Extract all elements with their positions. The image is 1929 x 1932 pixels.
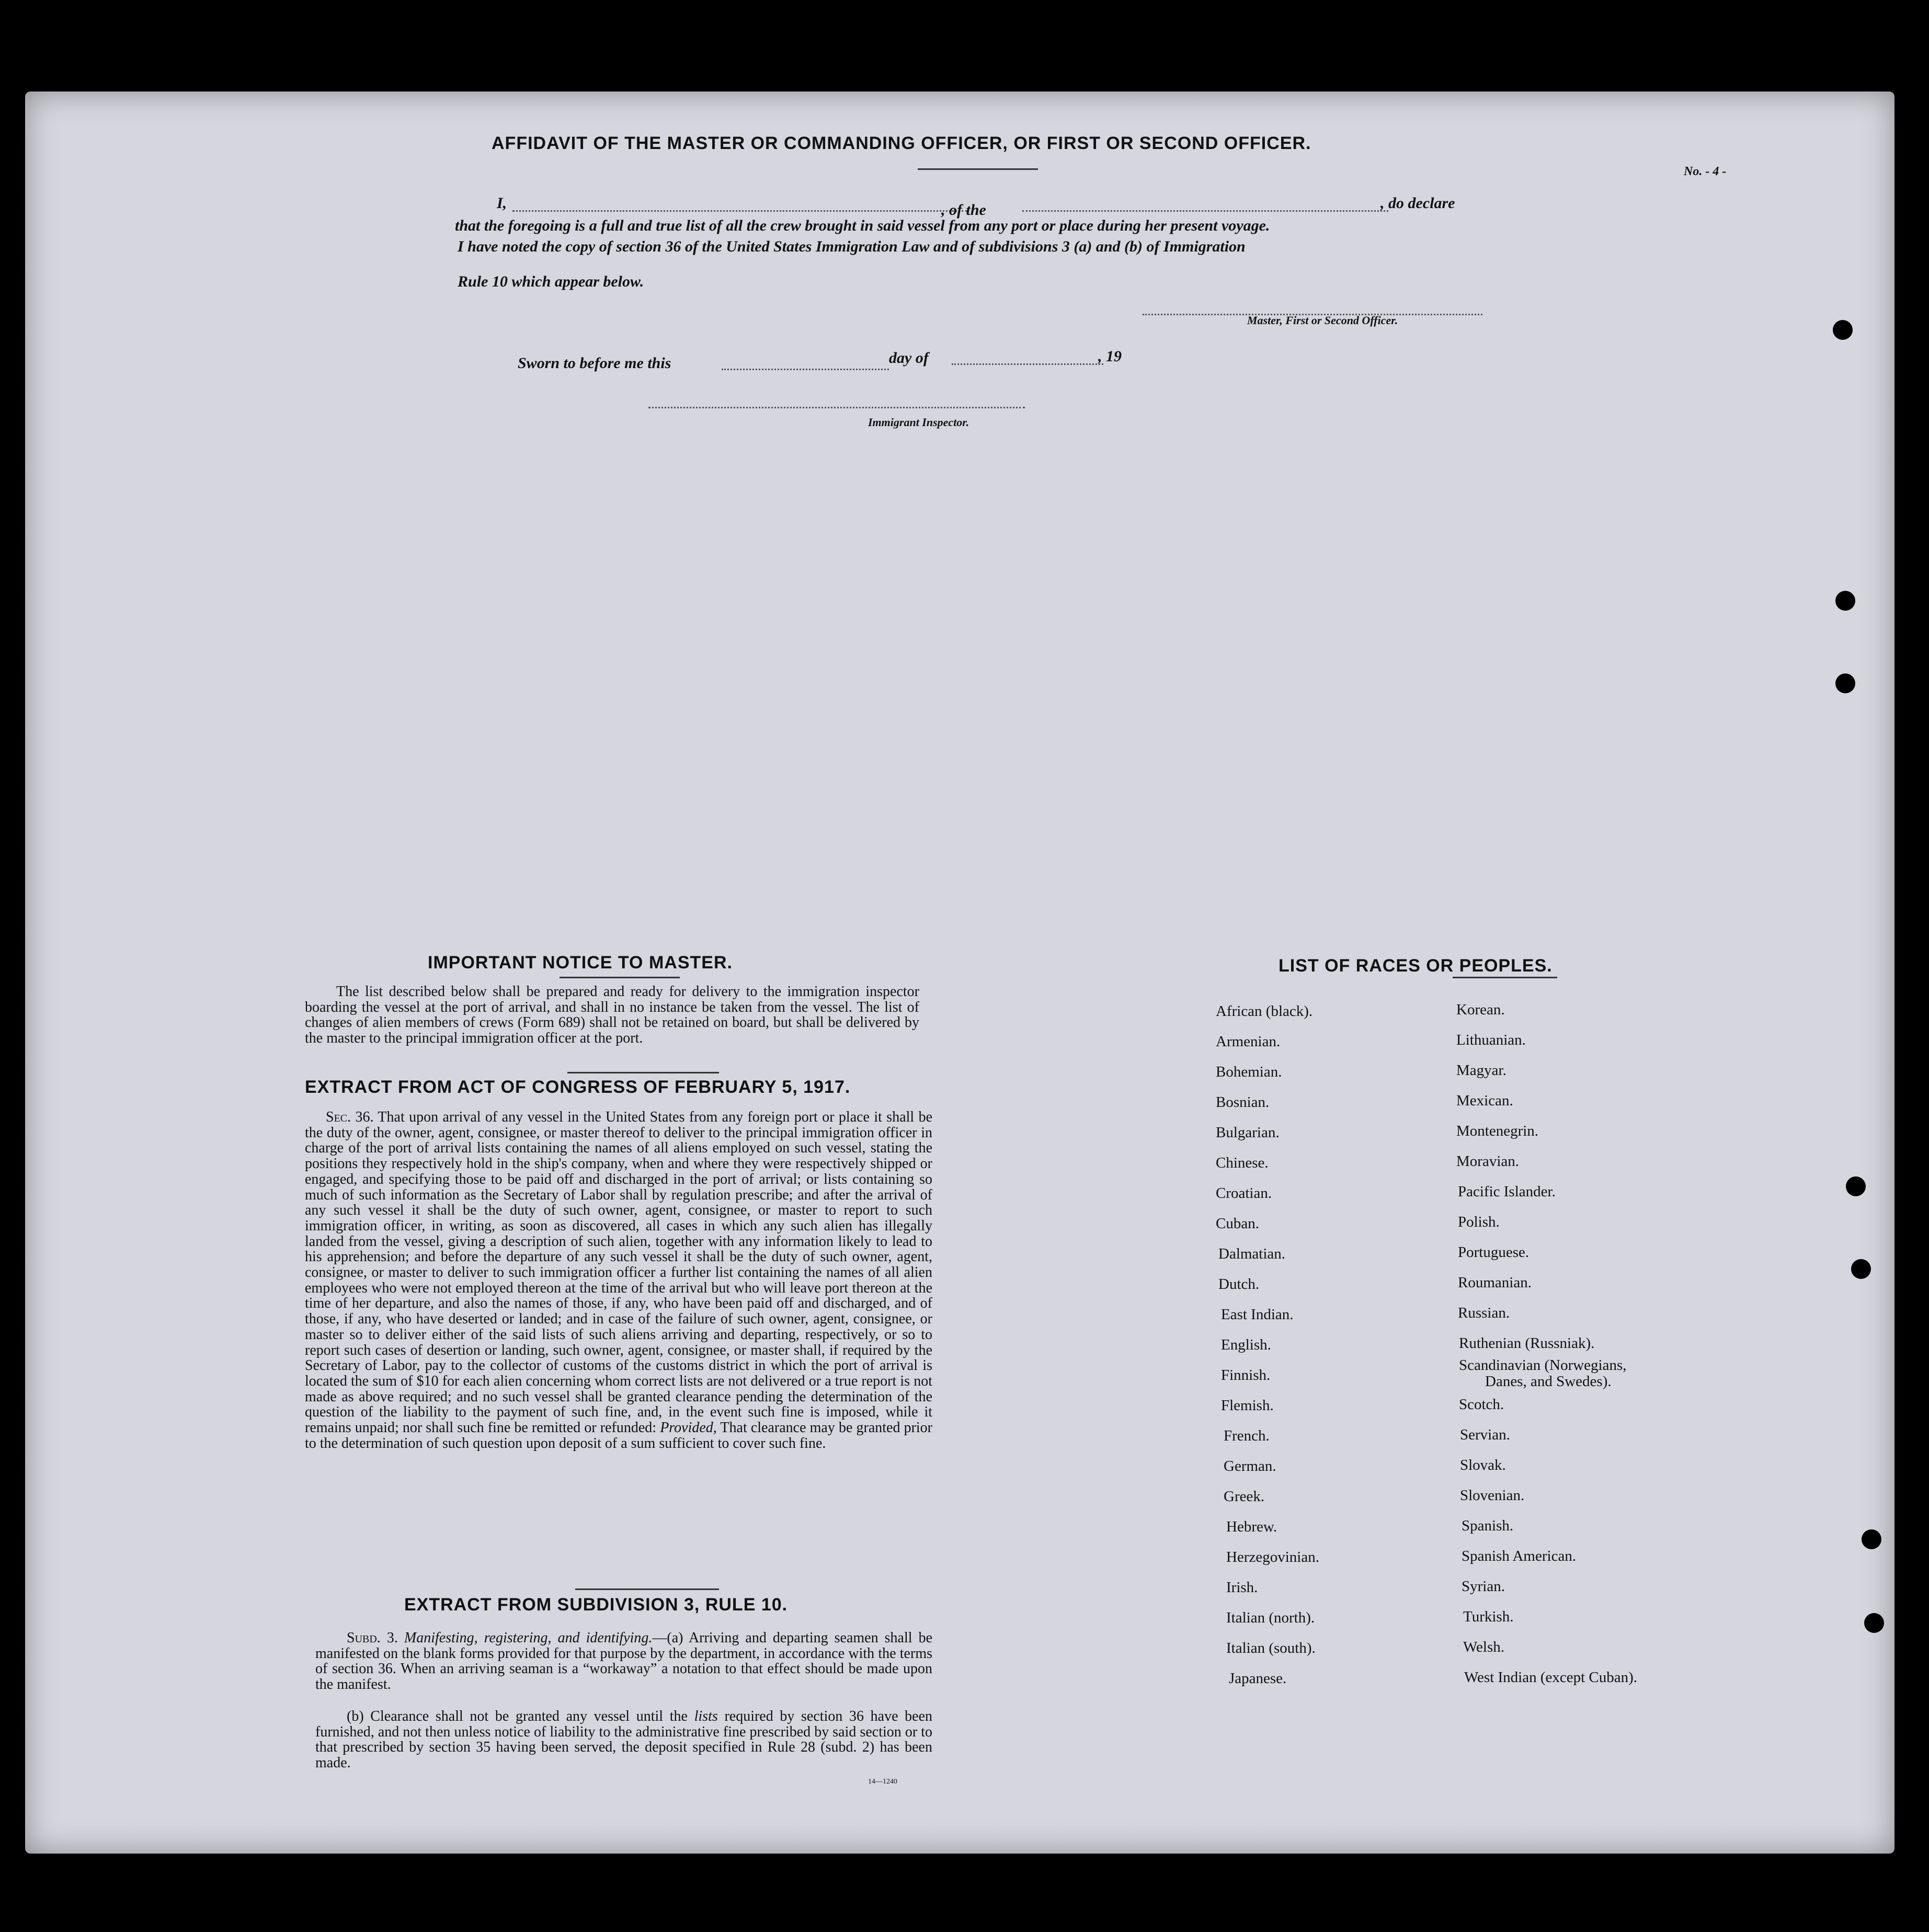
race-item: Turkish. xyxy=(1463,1608,1514,1625)
race-item: Greek. xyxy=(1224,1488,1265,1505)
race-item: Montenegrin. xyxy=(1456,1123,1539,1139)
race-item: German. xyxy=(1224,1458,1276,1474)
race-item: East Indian. xyxy=(1221,1306,1294,1323)
race-item: Dalmatian. xyxy=(1218,1245,1286,1262)
divider xyxy=(560,977,680,978)
inspector-blank xyxy=(648,407,1025,408)
act-provided: Provided, xyxy=(660,1420,717,1436)
race-item: Polish. xyxy=(1458,1214,1500,1230)
race-item: Hebrew. xyxy=(1226,1518,1277,1535)
subd-para-b-pre: (b) Clearance shall not be granted any vessel until the xyxy=(347,1708,688,1724)
divider xyxy=(1453,977,1557,978)
affidavit-of-the: , of the xyxy=(941,201,986,219)
binder-hole xyxy=(1846,1176,1866,1196)
race-item: Mexican. xyxy=(1456,1092,1513,1109)
binder-hole xyxy=(1851,1259,1871,1279)
race-item: Scandinavian (Norwegians, xyxy=(1459,1357,1627,1374)
race-item: Portuguese. xyxy=(1458,1244,1529,1261)
subdivision-para-b xyxy=(315,1709,932,1771)
race-item: Syrian. xyxy=(1462,1578,1505,1595)
binder-hole xyxy=(1833,320,1853,340)
race-item: Moravian. xyxy=(1456,1153,1519,1170)
signature-caption: Master, First or Second Officer. xyxy=(1247,314,1398,327)
act-section-label: Sec. 36. xyxy=(326,1109,374,1125)
race-item: Finnish. xyxy=(1221,1367,1271,1384)
affidavit-title: AFFIDAVIT OF THE MASTER OR COMMANDING OFFICER, OR FIRST OR SECOND OFFICER. xyxy=(492,133,1311,153)
subd-para-b-lists: lists xyxy=(694,1708,718,1724)
race-item: French. xyxy=(1224,1427,1270,1444)
sworn-year: , 19 xyxy=(1098,348,1122,365)
sworn-day-blank xyxy=(722,369,889,370)
race-item-continued: Danes, and Swedes). xyxy=(1485,1373,1612,1390)
binder-hole xyxy=(1835,591,1855,611)
race-item: Roumanian. xyxy=(1458,1274,1532,1291)
race-item: Italian (north). xyxy=(1226,1609,1315,1626)
binder-hole xyxy=(1862,1529,1881,1549)
race-item: Japanese. xyxy=(1229,1670,1287,1687)
affidavit-line-2: that the foregoing is a full and true list of all the crew brought in said vessel from any port or place during her present voyage. xyxy=(455,217,1270,234)
act-body xyxy=(305,1110,932,1451)
sworn-prefix: Sworn to before me this xyxy=(518,355,671,372)
race-item: Korean. xyxy=(1456,1001,1505,1018)
sworn-day-of: day of xyxy=(889,349,929,367)
race-item: Ruthenian (Russniak). xyxy=(1459,1335,1595,1352)
form-sheet xyxy=(25,92,1894,1854)
race-item: Welsh. xyxy=(1463,1639,1505,1655)
race-item: Bohemian. xyxy=(1216,1064,1282,1080)
divider xyxy=(567,1072,719,1073)
race-item: Herzegovinian. xyxy=(1226,1549,1319,1565)
race-item: Slovak. xyxy=(1460,1457,1506,1473)
race-item: Servian. xyxy=(1460,1426,1510,1443)
race-item: African (black). xyxy=(1216,1003,1313,1020)
subd-heading: Manifesting, registering, and identifying. xyxy=(404,1630,653,1646)
race-item: Cuban. xyxy=(1216,1215,1259,1232)
inspector-caption: Immigrant Inspector. xyxy=(868,416,969,429)
race-item: Spanish. xyxy=(1462,1517,1514,1534)
race-item: Italian (south). xyxy=(1226,1640,1316,1656)
race-item: Irish. xyxy=(1226,1579,1258,1596)
act-text: That upon arrival of any vessel in the United States from any foreign port or place it shall be the duty of the owner, agent, consignee, or master thereof to deliver to the principal immigration officer in charge of the port of arrival lists containing the names of all aliens employed on such vessel, stating the positions they respectively hold in the ship's company, when and where they were respectively shipped or engaged, and specifying those to be paid off and discharged in the port of arrival; or lists containing so much of such information as the Secretary of Labor shall by regulation prescribe; and after the arrival of any such vessel it shall be the duty of such owner, agent, consignee, or master to report to such immigration officer, in writing, as soon as discovered, all cases in which any such alien has illegally landed from the vessel, giving a description of such alien, together with any information likely to lead to his apprehension; and before the departure of any such vessel it shall be the duty of such owner, agent, consignee, or master to deliver to such immigration officer a further list containing the names of all alien employees who were not employed thereon at the time of the arrival but who will leave port thereon at the time of her departure, and also the names of those, if any, who have been paid off and discharged, and of those, if any, who have deserted or landed; and in case of the failure of such owner, agent, consignee, or master so to deliver either of the said lists of such aliens arriving and departing, respectively, or so to report such cases of desertion or landing, such owner, agent, consignee, or master shall, if required by the Secretary of Labor, pay to the collector of customs of the customs district in which the port of arrival is located the sum of $10 for each alien concerning whom correct lists are not delivered or a true report is not made as above required; and no such vessel shall be granted clearance pending the determination of the question of the liability to the payment of such fine, and, in the event such fine is imposed, while it remains unpaid; nor shall such fine be remitted or refunded: xyxy=(305,1109,932,1436)
race-item: Spanish American. xyxy=(1462,1548,1577,1564)
affidavit-line-4: Rule 10 which appear below. xyxy=(458,273,644,290)
sheet-number: No. - 4 - xyxy=(1684,165,1727,178)
affidavit-declare: , do declare xyxy=(1380,195,1455,212)
divider xyxy=(918,168,1038,170)
race-item: Bosnian. xyxy=(1216,1094,1270,1111)
act-title: EXTRACT FROM ACT OF CONGRESS OF FEBRUARY 5, 1917. xyxy=(305,1077,851,1097)
binder-hole xyxy=(1835,673,1855,693)
act-text-end: That clearance may be granted prior to the determination of such question upon deposit of a sum sufficient to cover such fine. xyxy=(305,1420,933,1451)
subd-label: Subd. 3. xyxy=(347,1630,398,1646)
divider xyxy=(575,1588,719,1590)
binder-hole xyxy=(1864,1613,1884,1633)
race-item: Croatian. xyxy=(1216,1185,1272,1202)
subd-para-a-text: —(a) Arriving and departing seamen shall be manifested on the blank forms provided for that purpose by the department, in accordance with the terms of section 36. When an arriving seaman is a “workaway” a notation to that effect should be made upon the manifest. xyxy=(315,1630,932,1693)
sworn-month-blank xyxy=(952,363,1103,365)
form-number: 14—1240 xyxy=(868,1778,897,1786)
race-item: Magyar. xyxy=(1456,1062,1506,1079)
subd-para-b-post: required by section 36 have been furnished, and not then unless notice of liability to the administrative fine prescribed by said section or to that prescribed by section 35 having been served, the deposit specified in Rule 28 (subd. 2) has been made. xyxy=(315,1708,933,1771)
race-item: Flemish. xyxy=(1221,1397,1274,1414)
race-item: Lithuanian. xyxy=(1456,1032,1526,1048)
race-item: Armenian. xyxy=(1216,1033,1281,1050)
master-name-blank xyxy=(512,210,967,212)
race-item: Russian. xyxy=(1458,1305,1510,1321)
subdivision-title: EXTRACT FROM SUBDIVISION 3, RULE 10. xyxy=(404,1595,788,1615)
race-item: Dutch. xyxy=(1218,1276,1260,1293)
notice-body: The list described below shall be prepared and ready for delivery to the immigration inspector boarding the vessel at the port of arrival, and shall in no instance be taken from the vessel. The list of changes of alien members of crews (Form 689) shall not be retained on board, but shall be delivered by the master to the principal immigration officer at the port. xyxy=(305,984,919,1047)
race-item: Scotch. xyxy=(1459,1396,1504,1413)
subdivision-para-a xyxy=(315,1630,932,1693)
notice-title: IMPORTANT NOTICE TO MASTER. xyxy=(428,953,733,973)
races-title: LIST OF RACES OR PEOPLES. xyxy=(1279,956,1553,976)
race-item: West Indian (except Cuban). xyxy=(1464,1669,1638,1686)
race-item: Chinese. xyxy=(1216,1154,1269,1171)
race-item: Pacific Islander. xyxy=(1458,1183,1556,1200)
affidavit-i: I, xyxy=(497,195,507,212)
race-item: English. xyxy=(1221,1336,1271,1353)
race-item: Bulgarian. xyxy=(1216,1124,1280,1141)
race-item: Slovenian. xyxy=(1460,1487,1525,1504)
vessel-name-blank xyxy=(1022,210,1388,212)
affidavit-line-3: I have noted the copy of section 36 of the United States Immigration Law and of subdivisions 3 (a) and (b) of Immigration xyxy=(458,238,1246,255)
